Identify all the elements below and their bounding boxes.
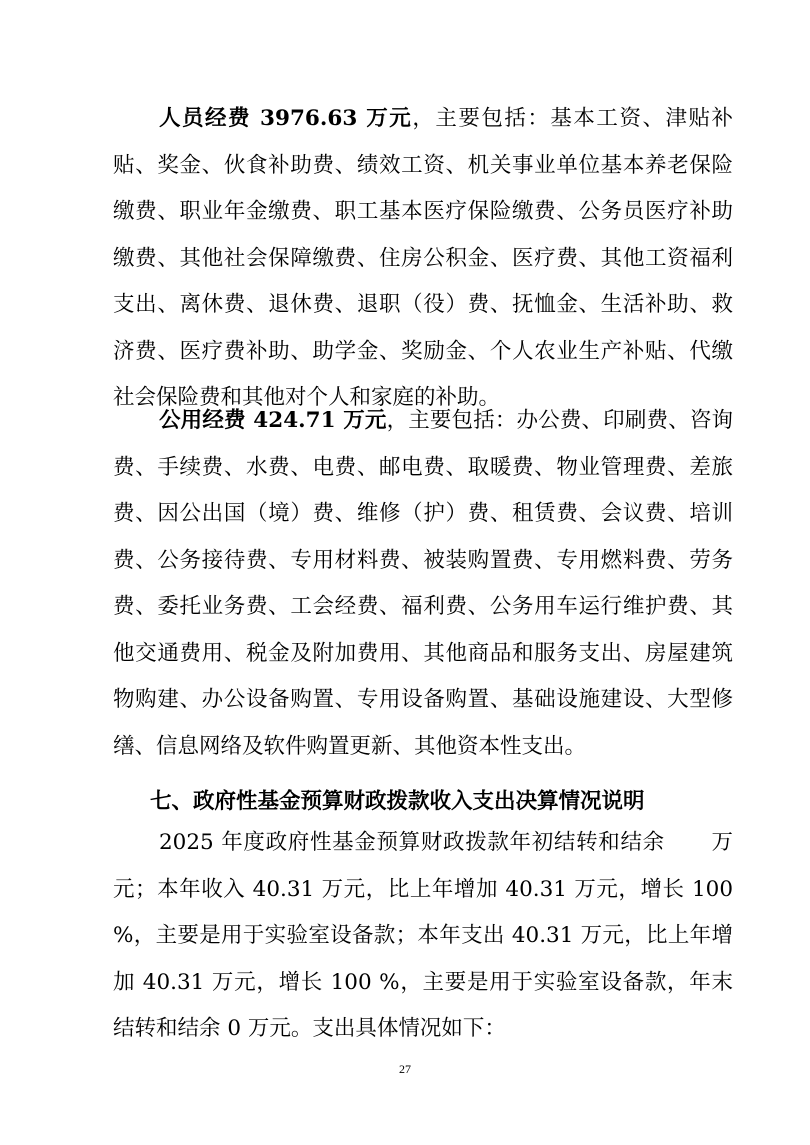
personnel-expense-paragraph [113,96,733,422]
government-fund-paragraph [113,820,733,1053]
public-expense-paragraph [113,398,733,770]
section-heading: 七、政府性基金预算财政拨款收入支出决算情况说明 [150,789,645,814]
government-fund-text-part1: 2025 年度政府性基金预算财政拨款年初结转和结余 [159,830,665,855]
public-expense-text: ，主要包括：办公费、印刷费、咨询费、手续费、水费、电费、邮电费、取暖费、物业管理费、差旅费、因公出国（境）费、维修（护）费、租赁费、会议费、培训费、公务接待费、专用材料费、被装购置费、专用燃料费、劳务费、委托业务费、工会经费、福利费、公务用车运行维护费、其他交通费用、税金及附加费用、其他商品和服务支出、房屋建筑物购建、办公设备购置、专用设备购置、基础设施建设、大型修缮、信息网络及软件购置更新、其他资本性支出。 [113,408,733,759]
personnel-expense-text: ，主要包括：基本工资、津贴补贴、奖金、伙食补助费、绩效工资、机关事业单位基本养老保险缴费、职业年金缴费、职工基本医疗保险缴费、公务员医疗补助缴费、其他社会保障缴费、住房公积金、医疗费、其他工资福利支出、离休费、退休费、退职（役）费、抚恤金、生活补助、救济费、医疗费补助、助学金、奖励金、个人农业生产补贴、代缴社会保险费和其他对个人和家庭的补助。 [113,106,733,410]
page-number: 27 [399,1062,411,1076]
personnel-expense-lead: 人员经费 3976.63 万元 [159,106,413,131]
government-fund-text-part2: 万元；本年收入 40.31 万元，比上年增加 40.31 万元，增长 100 %，主要是用于实验室设备款；本年支出 40.31 万元，比上年增加 40.31 万元，增长 100 %，主要是用于实验室设备款，年末结转和结余 0 万元。支出具体情况如下： [113,830,733,1041]
public-expense-lead: 公用经费 424.71 万元 [159,408,387,433]
